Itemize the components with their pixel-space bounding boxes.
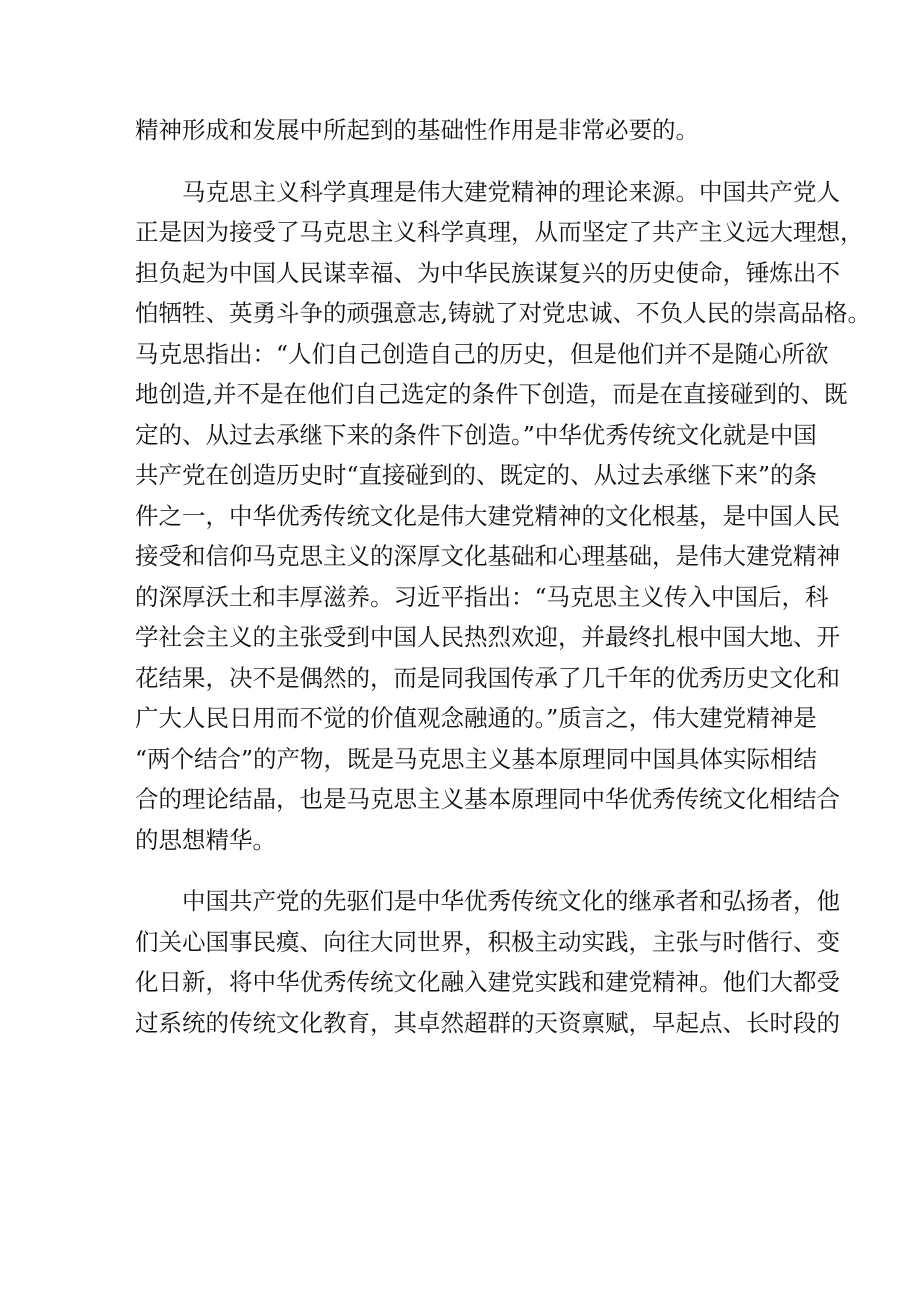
body-text	[135, 110, 871, 1043]
paragraph	[135, 172, 871, 861]
text-line: 花结果，决不是偶然的，而是同我国传承了几千年的优秀历史文化和	[135, 663, 840, 692]
paragraph	[135, 881, 840, 1043]
paragraph-gap	[135, 151, 795, 172]
text-line: 地创造,并不是在他们自己选定的条件下创造，而是在直接碰到的、既	[135, 380, 848, 408]
text-line: 的思想精华。	[135, 825, 276, 854]
text-line: 合的理论结晶，也是马克思主义基本原理同中华优秀传统文化相结合	[135, 785, 840, 813]
text-line: 担负起为中国人民谋幸福、为中华民族谋复兴的历史使命，锤炼出不	[135, 258, 840, 287]
text-line: 定的、从过去承继下来的条件下创造。”中华优秀传统文化就是中国	[135, 420, 817, 449]
text-line: 马克思主义科学真理是伟大建党精神的理论来源。中国共产党人	[182, 177, 840, 206]
text-line: 们关心国事民瘼、向往大同世界，积极主动实践，主张与时偕行、变	[135, 927, 840, 956]
text-line: 怕牺牲、英勇斗争的顽强意志,铸就了对党忠诚、不负人民的崇高品格。	[135, 299, 871, 327]
text-line: 学社会主义的主张受到中国人民热烈欢迎，并最终扎根中国大地、开	[135, 623, 840, 651]
paragraph-gap	[135, 860, 795, 881]
text-line: 化日新，将中华优秀传统文化融入建党实践和建党精神。他们大都受	[135, 968, 840, 996]
paragraph	[135, 110, 795, 151]
text-line: 接受和信仰马克思主义的深厚文化基础和心理基础，是伟大建党精神	[135, 542, 840, 570]
text-line: “两个结合”的产物，既是马克思主义基本原理同中国具体实际相结	[135, 744, 818, 773]
text-line: 广大人民日用而不觉的价值观念融通的。”质言之，伟大建党精神是	[135, 704, 817, 732]
text-line: 件之一，中华优秀传统文化是伟大建党精神的文化根基，是中国人民	[135, 501, 840, 530]
text-line: 共产党在创造历史时“直接碰到的、既定的、从过去承继下来”的条	[135, 461, 818, 489]
text-line: 过系统的传统文化教育，其卓然超群的天资禀赋，早起点、长时段的	[135, 1008, 840, 1037]
text-line: 的深厚沃土和丰厚滋养。习近平指出：“马克思主义传入中国后，科	[135, 582, 829, 611]
text-line: 正是因为接受了马克思主义科学真理，从而坚定了共产主义远大理想，	[135, 218, 864, 246]
text-line: 精神形成和发展中所起到的基础性作用是非常必要的。	[135, 116, 699, 144]
text-line: 马克思指出：“人们自己创造自己的历史，但是他们并不是随心所欲	[135, 339, 829, 368]
text-line: 中国共产党的先驱们是中华优秀传统文化的继承者和弘扬者，他	[182, 887, 840, 915]
